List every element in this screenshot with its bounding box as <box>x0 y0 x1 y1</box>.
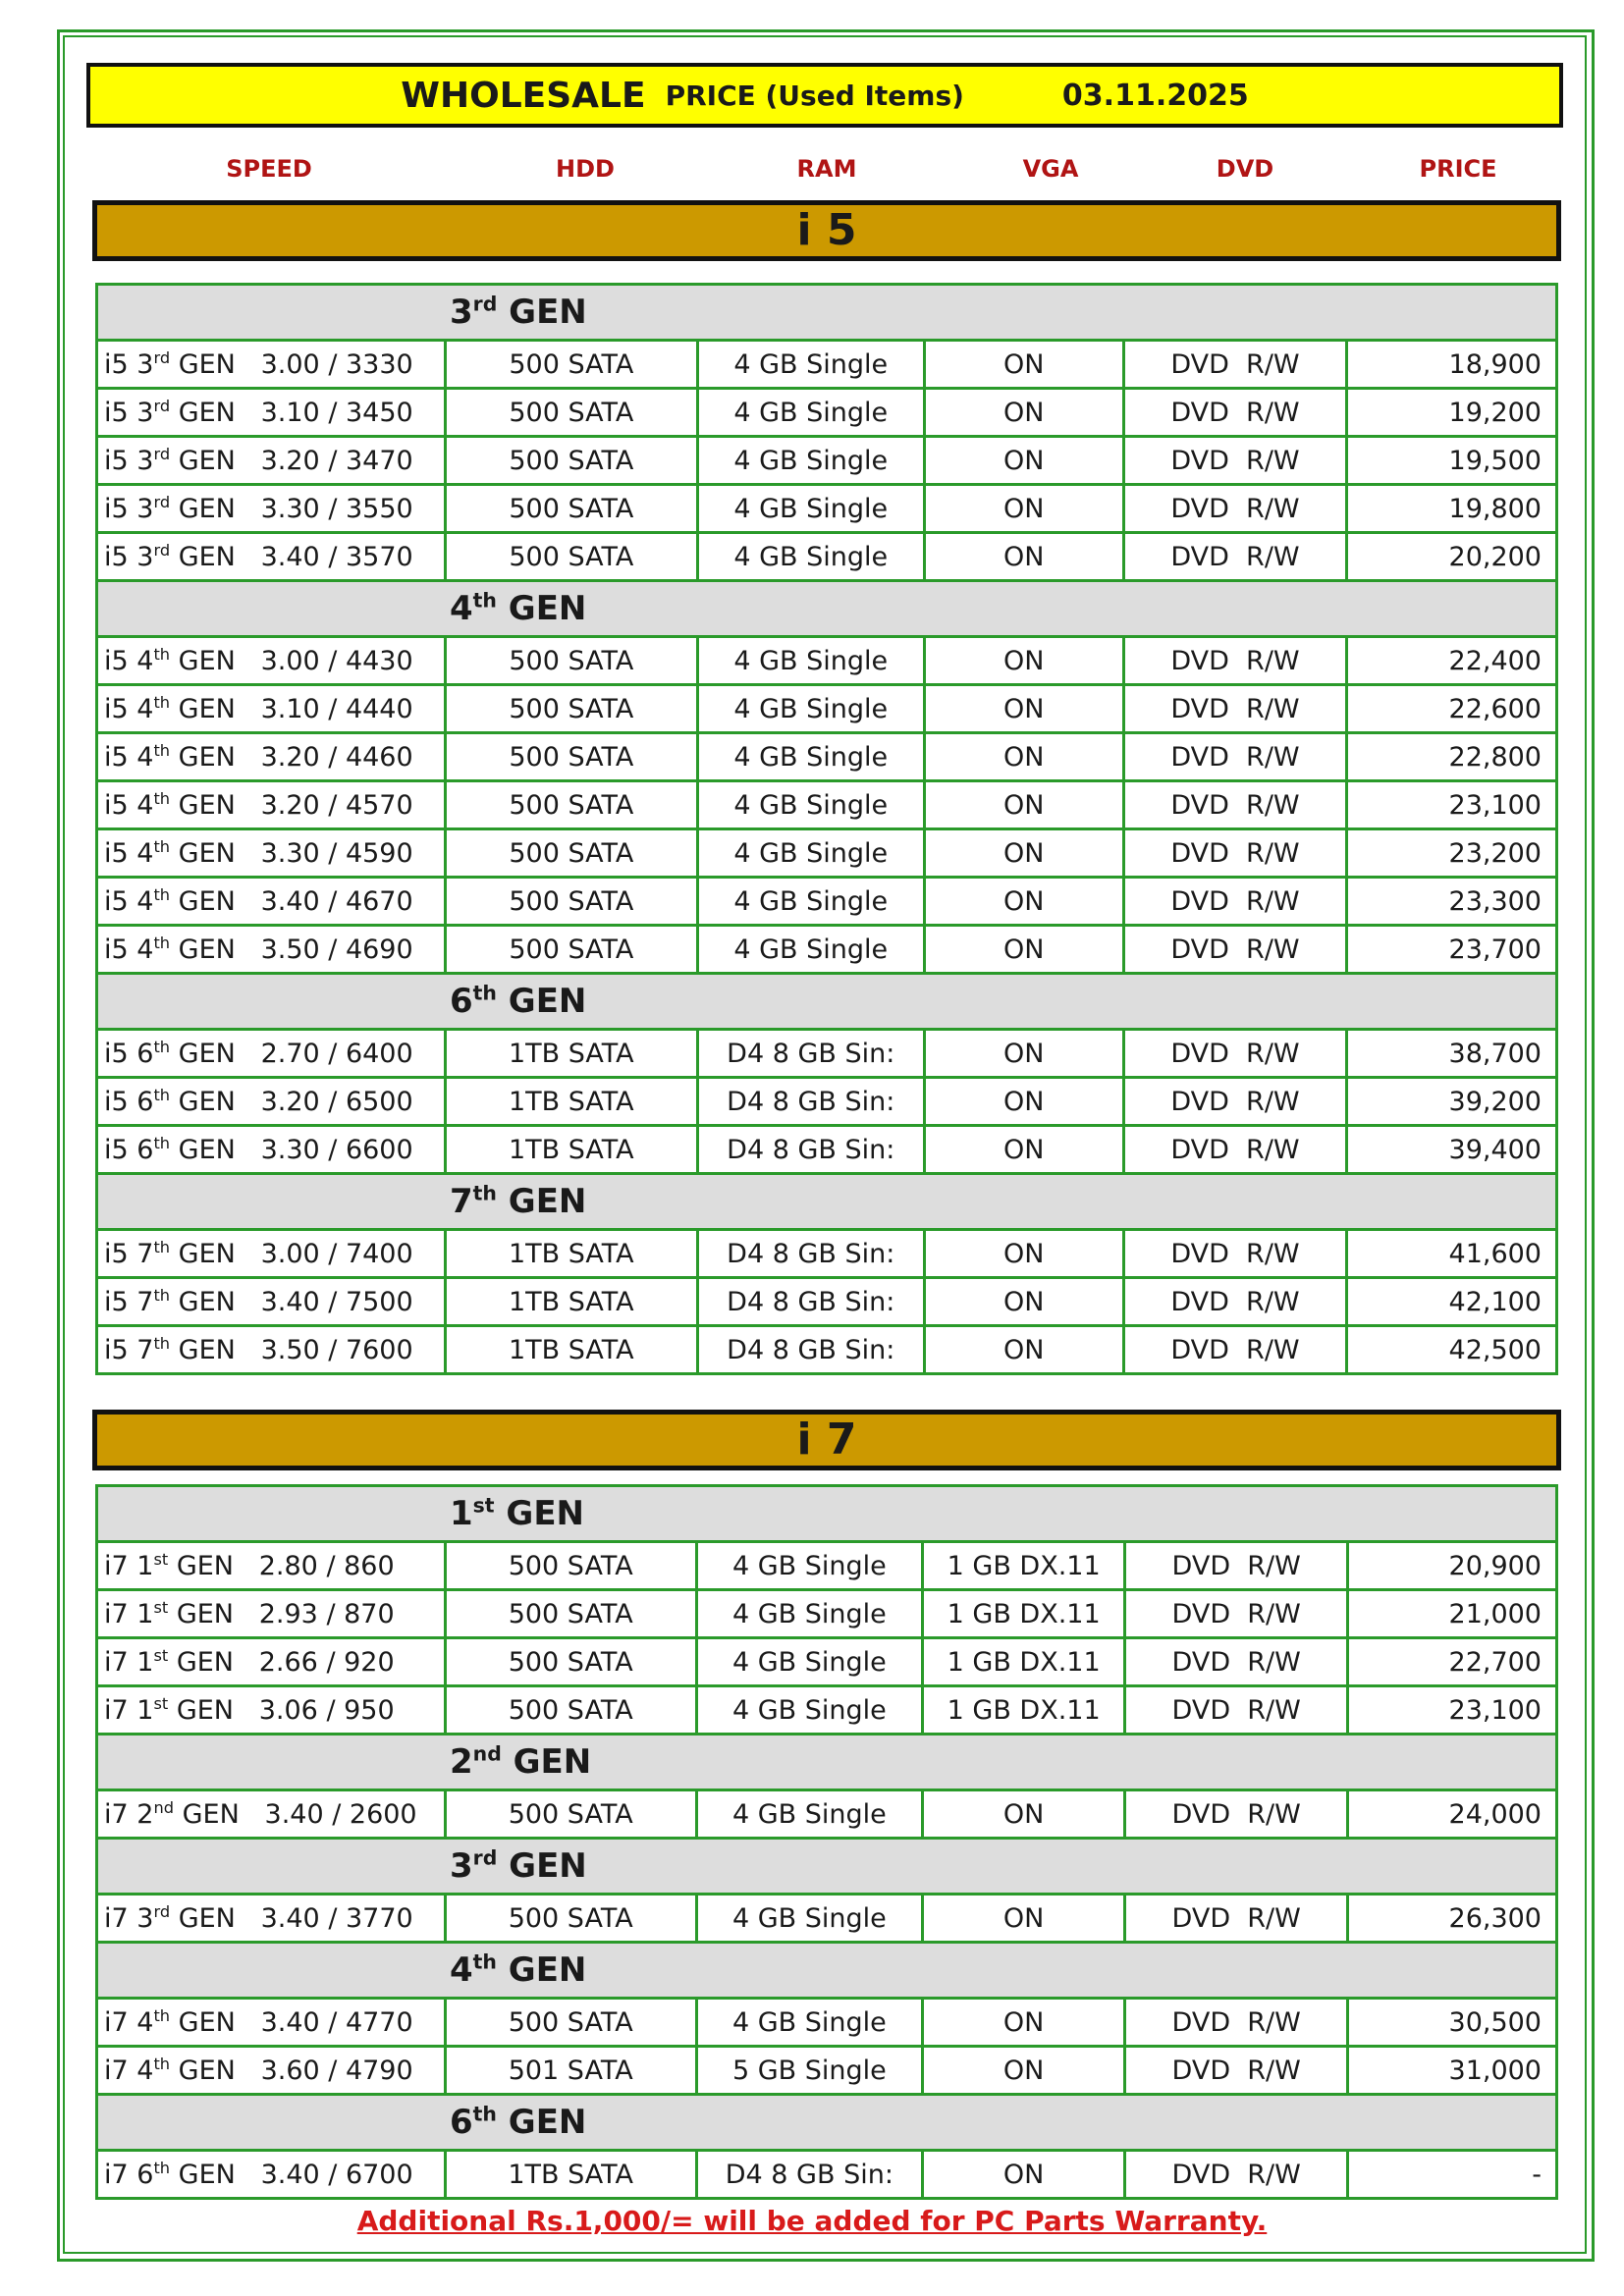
cell-speed: i5 6th GEN 2.70 / 6400 <box>97 1030 446 1078</box>
cell-vga: ON <box>924 685 1123 733</box>
cell-hdd: 500 SATA <box>445 685 697 733</box>
table-row <box>97 485 1557 533</box>
cell-ram: 4 GB Single <box>697 341 924 389</box>
cell-vga: ON <box>924 1030 1123 1078</box>
category-bar-i5: i 5 <box>92 200 1561 261</box>
cell-speed: i5 7th GEN 3.00 / 7400 <box>97 1230 446 1278</box>
cell-dvd: DVD R/W <box>1123 685 1347 733</box>
cell-dvd: DVD R/W <box>1125 1686 1348 1735</box>
cell-ram: 4 GB Single <box>697 485 924 533</box>
cell-vga: ON <box>924 1230 1123 1278</box>
cell-dvd: DVD R/W <box>1123 341 1347 389</box>
table-row <box>97 1326 1557 1374</box>
cell-vga: ON <box>924 533 1123 581</box>
cell-dvd: DVD R/W <box>1125 1790 1348 1839</box>
col-header-price: PRICE <box>1419 155 1497 183</box>
price-table-i7 <box>95 1484 1558 2200</box>
cell-ram: 4 GB Single <box>697 533 924 581</box>
cell-dvd: DVD R/W <box>1123 1326 1347 1374</box>
cell-vga: 1 GB DX.11 <box>923 1686 1125 1735</box>
cell-price: 21,000 <box>1348 1590 1557 1638</box>
cell-speed: i7 1st GEN 3.06 / 950 <box>97 1686 446 1735</box>
gen-header-row <box>97 1943 1557 1999</box>
cell-speed: i5 3rd GEN 3.10 / 3450 <box>97 389 446 437</box>
cell-hdd: 500 SATA <box>445 437 697 485</box>
gen-header-row <box>97 2095 1557 2151</box>
cell-hdd: 1TB SATA <box>445 1078 697 1126</box>
cell-speed: i7 4th GEN 3.60 / 4790 <box>97 2047 446 2095</box>
cell-hdd: 500 SATA <box>445 1638 696 1686</box>
gen-label: 1st GEN <box>450 1493 584 1534</box>
col-header-ram: RAM <box>796 155 857 183</box>
cell-price: 42,500 <box>1347 1326 1557 1374</box>
cell-speed: i5 3rd GEN 3.40 / 3570 <box>97 533 446 581</box>
gen-header-row <box>97 581 1557 637</box>
cell-speed: i5 4th GEN 3.30 / 4590 <box>97 829 446 878</box>
cell-dvd: DVD R/W <box>1123 485 1347 533</box>
cell-hdd: 500 SATA <box>445 389 697 437</box>
cell-hdd: 500 SATA <box>445 1686 696 1735</box>
cell-hdd: 500 SATA <box>445 637 697 685</box>
cell-dvd: DVD R/W <box>1123 829 1347 878</box>
cell-dvd: DVD R/W <box>1123 781 1347 829</box>
table-row <box>97 1230 1557 1278</box>
cell-vga: ON <box>924 878 1123 926</box>
cell-hdd: 500 SATA <box>445 829 697 878</box>
title-sub: PRICE (Used Items) <box>665 79 964 112</box>
cell-vga: ON <box>924 389 1123 437</box>
table-row <box>97 2047 1557 2095</box>
cell-vga: ON <box>924 1278 1123 1326</box>
cell-hdd: 500 SATA <box>445 926 697 974</box>
table-row <box>97 533 1557 581</box>
cell-dvd: DVD R/W <box>1125 1638 1348 1686</box>
cell-price: 38,700 <box>1347 1030 1557 1078</box>
cell-ram: 4 GB Single <box>696 1895 923 1943</box>
cell-ram: 4 GB Single <box>697 685 924 733</box>
cell-ram: 4 GB Single <box>696 1590 923 1638</box>
col-header-hdd: HDD <box>556 155 615 183</box>
table-row <box>97 389 1557 437</box>
cell-speed: i5 7th GEN 3.50 / 7600 <box>97 1326 446 1374</box>
cell-ram: D4 8 GB Sin: <box>697 1030 924 1078</box>
gen-label: 7th GEN <box>450 1181 587 1222</box>
cell-hdd: 1TB SATA <box>445 2151 696 2199</box>
cell-vga: ON <box>924 485 1123 533</box>
cell-price: 23,100 <box>1348 1686 1557 1735</box>
title-bar <box>86 63 1563 128</box>
cell-speed: i5 4th GEN 3.40 / 4670 <box>97 878 446 926</box>
cell-hdd: 500 SATA <box>445 1999 696 2047</box>
cell-price: 19,500 <box>1347 437 1557 485</box>
cell-price: 26,300 <box>1348 1895 1557 1943</box>
cell-price: 18,900 <box>1347 341 1557 389</box>
cell-dvd: DVD R/W <box>1125 1542 1348 1590</box>
cell-speed: i5 4th GEN 3.50 / 4690 <box>97 926 446 974</box>
cell-ram: 4 GB Single <box>696 1999 923 2047</box>
cell-vga: ON <box>924 1326 1123 1374</box>
cell-dvd: DVD R/W <box>1123 926 1347 974</box>
gen-label: 2nd GEN <box>450 1741 592 1783</box>
cell-price: 39,200 <box>1347 1078 1557 1126</box>
cell-speed: i5 6th GEN 3.20 / 6500 <box>97 1078 446 1126</box>
cell-price: 23,100 <box>1347 781 1557 829</box>
cell-dvd: DVD R/W <box>1123 533 1347 581</box>
cell-ram: 4 GB Single <box>697 733 924 781</box>
cell-vga: 1 GB DX.11 <box>923 1590 1125 1638</box>
cell-hdd: 1TB SATA <box>445 1278 697 1326</box>
table-row <box>97 781 1557 829</box>
cell-hdd: 500 SATA <box>445 1590 696 1638</box>
cell-speed: i5 4th GEN 3.20 / 4570 <box>97 781 446 829</box>
cell-hdd: 1TB SATA <box>445 1230 697 1278</box>
cell-ram: 4 GB Single <box>696 1790 923 1839</box>
cell-dvd: DVD R/W <box>1123 1278 1347 1326</box>
table-row <box>97 829 1557 878</box>
table-row <box>97 2151 1557 2199</box>
cell-hdd: 500 SATA <box>445 733 697 781</box>
table-row <box>97 1638 1557 1686</box>
cell-ram: 4 GB Single <box>697 437 924 485</box>
cell-vga: ON <box>924 637 1123 685</box>
cell-ram: D4 8 GB Sin: <box>697 1278 924 1326</box>
cell-dvd: DVD R/W <box>1123 389 1347 437</box>
gen-header-row <box>97 974 1557 1030</box>
cell-dvd: DVD R/W <box>1123 437 1347 485</box>
cell-speed: i5 4th GEN 3.10 / 4440 <box>97 685 446 733</box>
cell-vga: ON <box>924 781 1123 829</box>
cell-dvd: DVD R/W <box>1123 1030 1347 1078</box>
cell-vga: ON <box>923 2047 1125 2095</box>
cell-vga: ON <box>923 1790 1125 1839</box>
table-row <box>97 1895 1557 1943</box>
cell-vga: ON <box>923 1895 1125 1943</box>
gen-header-row <box>97 1735 1557 1790</box>
cell-hdd: 500 SATA <box>445 341 697 389</box>
cell-speed: i7 1st GEN 2.80 / 860 <box>97 1542 446 1590</box>
gen-label: 4th GEN <box>450 1949 587 1991</box>
cell-hdd: 500 SATA <box>445 1790 696 1839</box>
gen-header-row <box>97 1486 1557 1542</box>
col-header-dvd: DVD <box>1216 155 1274 183</box>
cell-ram: 4 GB Single <box>697 878 924 926</box>
table-row <box>97 685 1557 733</box>
cell-ram: D4 8 GB Sin: <box>697 1078 924 1126</box>
table-row <box>97 637 1557 685</box>
cell-vga: ON <box>924 1126 1123 1174</box>
title-main: WHOLESALE <box>401 75 646 116</box>
cell-ram: D4 8 GB Sin: <box>697 1230 924 1278</box>
table-row <box>97 1126 1557 1174</box>
cell-hdd: 500 SATA <box>445 1542 696 1590</box>
cell-price: 19,200 <box>1347 389 1557 437</box>
table-row <box>97 733 1557 781</box>
cell-speed: i7 2nd GEN 3.40 / 2600 <box>97 1790 446 1839</box>
cell-speed: i5 6th GEN 3.30 / 6600 <box>97 1126 446 1174</box>
table-row <box>97 1686 1557 1735</box>
cell-dvd: DVD R/W <box>1125 1590 1348 1638</box>
cell-vga: ON <box>923 2151 1125 2199</box>
cell-hdd: 1TB SATA <box>445 1326 697 1374</box>
cell-speed: i7 6th GEN 3.40 / 6700 <box>97 2151 446 2199</box>
table-row <box>97 1278 1557 1326</box>
cell-dvd: DVD R/W <box>1123 1230 1347 1278</box>
table-row <box>97 1790 1557 1839</box>
cell-price: 23,700 <box>1347 926 1557 974</box>
cell-price: 30,500 <box>1348 1999 1557 2047</box>
cell-price: 20,200 <box>1347 533 1557 581</box>
cell-ram: 4 GB Single <box>697 389 924 437</box>
table-row <box>97 1078 1557 1126</box>
cell-price: 22,700 <box>1348 1638 1557 1686</box>
gen-header-row <box>97 1174 1557 1230</box>
cell-speed: i7 1st GEN 2.93 / 870 <box>97 1590 446 1638</box>
cell-hdd: 1TB SATA <box>445 1126 697 1174</box>
cell-ram: D4 8 GB Sin: <box>697 1326 924 1374</box>
cell-hdd: 500 SATA <box>445 781 697 829</box>
cell-price: 31,000 <box>1348 2047 1557 2095</box>
gen-label: 3rd GEN <box>450 1845 587 1887</box>
cell-speed: i7 3rd GEN 3.40 / 3770 <box>97 1895 446 1943</box>
cell-dvd: DVD R/W <box>1123 1078 1347 1126</box>
cell-hdd: 500 SATA <box>445 485 697 533</box>
title-date: 03.11.2025 <box>1061 78 1249 113</box>
cell-hdd: 500 SATA <box>445 878 697 926</box>
cell-price: 22,800 <box>1347 733 1557 781</box>
cell-speed: i5 3rd GEN 3.30 / 3550 <box>97 485 446 533</box>
cell-speed: i5 4th GEN 3.20 / 4460 <box>97 733 446 781</box>
cell-price: 23,200 <box>1347 829 1557 878</box>
cell-hdd: 501 SATA <box>445 2047 696 2095</box>
cell-speed: i5 3rd GEN 3.00 / 3330 <box>97 341 446 389</box>
cell-vga: 1 GB DX.11 <box>923 1638 1125 1686</box>
cell-vga: ON <box>924 733 1123 781</box>
cell-price: 24,000 <box>1348 1790 1557 1839</box>
cell-dvd: DVD R/W <box>1125 2151 1348 2199</box>
gen-label: 6th GEN <box>450 2102 587 2143</box>
cell-vga: ON <box>924 437 1123 485</box>
cell-vga: ON <box>924 341 1123 389</box>
table-row <box>97 1999 1557 2047</box>
cell-price: 42,100 <box>1347 1278 1557 1326</box>
cell-ram: 4 GB Single <box>697 781 924 829</box>
cell-ram: D4 8 GB Sin: <box>697 1126 924 1174</box>
cell-price: 39,400 <box>1347 1126 1557 1174</box>
cell-dvd: DVD R/W <box>1125 2047 1348 2095</box>
cell-hdd: 1TB SATA <box>445 1030 697 1078</box>
cell-speed: i7 4th GEN 3.40 / 4770 <box>97 1999 446 2047</box>
price-table-i5 <box>95 283 1558 1375</box>
cell-dvd: DVD R/W <box>1125 1999 1348 2047</box>
gen-label: 4th GEN <box>450 588 587 629</box>
table-row <box>97 1590 1557 1638</box>
table-row <box>97 1030 1557 1078</box>
cell-vga: ON <box>924 829 1123 878</box>
cell-vga: ON <box>924 926 1123 974</box>
cell-price: 22,600 <box>1347 685 1557 733</box>
cell-ram: 4 GB Single <box>696 1686 923 1735</box>
cell-vga: ON <box>923 1999 1125 2047</box>
cell-dvd: DVD R/W <box>1125 1895 1348 1943</box>
category-bar-i7: i 7 <box>92 1410 1561 1470</box>
cell-ram: 4 GB Single <box>696 1638 923 1686</box>
cell-vga: 1 GB DX.11 <box>923 1542 1125 1590</box>
cell-dvd: DVD R/W <box>1123 637 1347 685</box>
table-row <box>97 1542 1557 1590</box>
cell-speed: i5 3rd GEN 3.20 / 3470 <box>97 437 446 485</box>
cell-ram: D4 8 GB Sin: <box>696 2151 923 2199</box>
cell-price: - <box>1348 2151 1557 2199</box>
table-row <box>97 878 1557 926</box>
cell-ram: 5 GB Single <box>696 2047 923 2095</box>
cell-ram: 4 GB Single <box>697 829 924 878</box>
gen-label: 6th GEN <box>450 981 587 1022</box>
gen-header-row <box>97 285 1557 341</box>
cell-dvd: DVD R/W <box>1123 733 1347 781</box>
cell-hdd: 500 SATA <box>445 1895 696 1943</box>
cell-vga: ON <box>924 1078 1123 1126</box>
cell-hdd: 500 SATA <box>445 533 697 581</box>
cell-speed: i5 4th GEN 3.00 / 4430 <box>97 637 446 685</box>
cell-price: 41,600 <box>1347 1230 1557 1278</box>
col-header-speed: SPEED <box>226 155 312 183</box>
cell-ram: 4 GB Single <box>697 926 924 974</box>
cell-ram: 4 GB Single <box>696 1542 923 1590</box>
cell-ram: 4 GB Single <box>697 637 924 685</box>
cell-price: 22,400 <box>1347 637 1557 685</box>
footer-note: Additional Rs.1,000/= will be added for PC Parts Warranty. <box>356 2205 1268 2237</box>
cell-dvd: DVD R/W <box>1123 878 1347 926</box>
cell-price: 23,300 <box>1347 878 1557 926</box>
gen-label: 3rd GEN <box>450 292 587 333</box>
cell-speed: i5 7th GEN 3.40 / 7500 <box>97 1278 446 1326</box>
table-row <box>97 437 1557 485</box>
gen-header-row <box>97 1839 1557 1895</box>
cell-price: 20,900 <box>1348 1542 1557 1590</box>
cell-speed: i7 1st GEN 2.66 / 920 <box>97 1638 446 1686</box>
cell-price: 19,800 <box>1347 485 1557 533</box>
col-header-vga: VGA <box>1022 155 1079 183</box>
column-headers <box>94 149 1555 188</box>
table-row <box>97 926 1557 974</box>
table-row <box>97 341 1557 389</box>
cell-dvd: DVD R/W <box>1123 1126 1347 1174</box>
